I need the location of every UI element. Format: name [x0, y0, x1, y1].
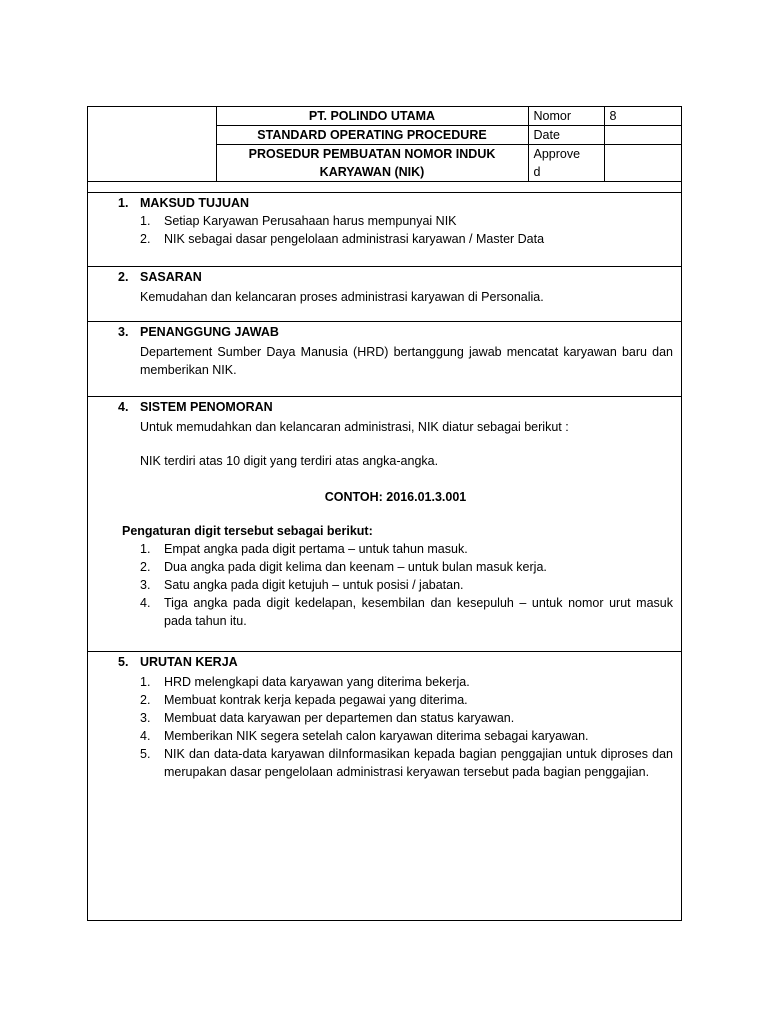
approved-label-line1: Approve: [533, 147, 581, 161]
approved-label-line2: d: [533, 165, 541, 179]
company-name: PT. POLINDO UTAMA: [216, 107, 528, 126]
sop-document: [87, 106, 682, 921]
list-item: 1. HRD melengkapi data karyawan yang diterima bekerja.: [140, 675, 470, 689]
list-item: 1. Empat angka pada digit pertama – untuk tahun masuk.: [140, 542, 468, 556]
section-maksud-tujuan: [88, 193, 681, 267]
section-sistem-penomoran: [88, 397, 681, 652]
doc-title: [216, 145, 528, 182]
approved-label: [528, 145, 604, 182]
section-title: 4. SISTEM PENOMORAN: [118, 400, 273, 414]
section-text: NIK terdiri atas 10 digit yang terdiri atas angka-angka.: [140, 454, 439, 468]
section-text: Kemudahan dan kelancaran proses administrasi karyawan di Personalia.: [140, 290, 544, 304]
list-item: 3. Satu angka pada digit ketujuh – untuk posisi / jabatan.: [140, 578, 464, 592]
sub-title: Pengaturan digit tersebut sebagai berikut:: [122, 524, 373, 538]
section-text: Departement Sumber Daya Manusia (HRD) bertanggung jawab mencatat karyawan baru dan memberikan NIK.: [140, 345, 673, 377]
section-title: 5. URUTAN KERJA: [118, 655, 238, 669]
section-urutan-kerja: [88, 652, 681, 781]
list-item: 2. Dua angka pada digit kelima dan keenam – untuk bulan masuk kerja.: [140, 560, 547, 574]
list-item: 4. Tiga angka pada digit kedelapan, kesembilan dan kesepuluh – untuk nomor urut masuk pada tahun itu.: [140, 596, 673, 628]
date-label: Date: [528, 126, 604, 145]
header-table: [88, 107, 681, 182]
section-title: 2. SASARAN: [118, 270, 202, 284]
list-item: 4. Memberikan NIK segera setelah calon karyawan diterima sebagai karyawan.: [140, 729, 589, 743]
section-title: 1. MAKSUD TUJUAN: [118, 196, 250, 210]
list-item: 5. NIK dan data-data karyawan diInformasikan kepada bagian penggajian untuk diproses dan merupakan dasar pengelolaan administrasi keryawan tersebut pada bagian penggajian.: [140, 747, 673, 779]
doc-type: STANDARD OPERATING PROCEDURE: [216, 126, 528, 145]
section-intro: Untuk memudahkan dan kelancaran administrasi, NIK diatur sebagai berikut :: [140, 420, 569, 434]
section-title: 3. PENANGGUNG JAWAB: [118, 325, 279, 339]
spacer-row: [88, 182, 681, 193]
approved-value: [604, 145, 681, 182]
section-sasaran: [88, 267, 681, 322]
list-item: 2. Membuat kontrak kerja kepada pegawai yang diterima.: [140, 693, 468, 707]
list-item: 3. Membuat data karyawan per departemen dan status karyawan.: [140, 711, 515, 725]
logo-cell: [88, 107, 216, 182]
list-item: 2. NIK sebagai dasar pengelolaan administrasi karyawan / Master Data: [140, 232, 545, 246]
doc-title-line2: KARYAWAN (NIK): [319, 165, 425, 179]
list-item: 1. Setiap Karyawan Perusahaan harus mempunyai NIK: [140, 214, 457, 228]
doc-title-line1: PROSEDUR PEMBUATAN NOMOR INDUK: [248, 147, 496, 161]
date-value: [604, 126, 681, 145]
nomor-value: 8: [604, 107, 681, 126]
section-penanggung-jawab: [88, 322, 681, 397]
nomor-label: Nomor: [528, 107, 604, 126]
nik-example: CONTOH: 2016.01.3.001: [324, 490, 467, 504]
